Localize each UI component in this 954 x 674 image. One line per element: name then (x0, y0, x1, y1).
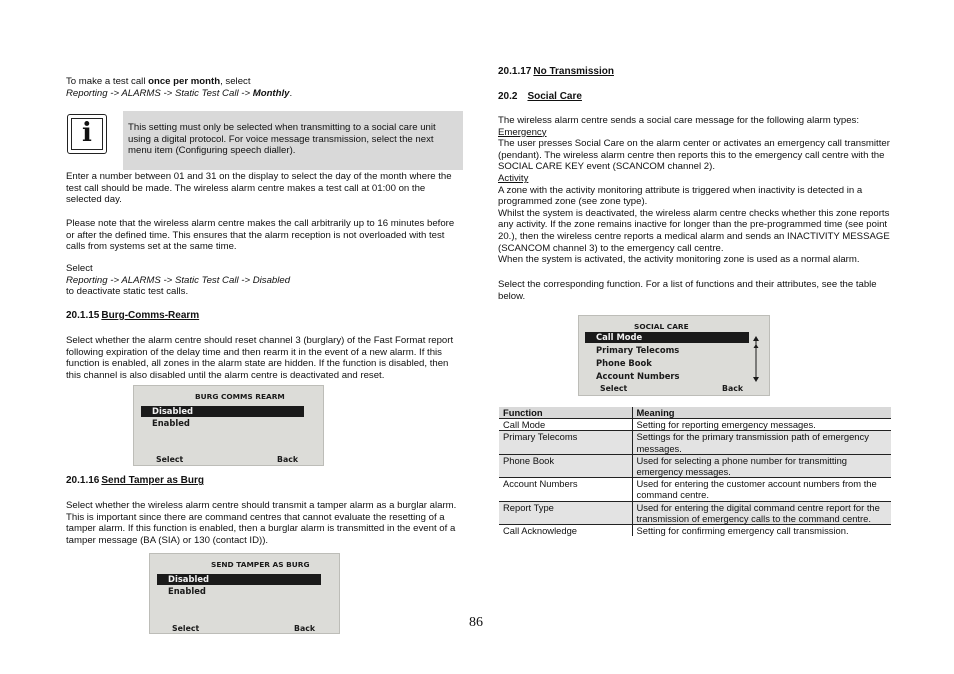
table-cell-function: Phone Book (499, 454, 632, 477)
day-of-month-paragraph: Enter a number between 01 and 31 on the display to select the day of the month where the test call should be made. The wireless alarm centre makes a test call at 01:00 on the selected day. (66, 171, 452, 206)
table-cell-meaning: Used for selecting a phone number for transmitting emergency messages. (632, 454, 891, 477)
emergency-label: Emergency (498, 126, 547, 138)
info-note-text: This setting must only be selected when transmitting to a social care unit using a digital protocol. For voice message transmission, select the next menu item (Configuring speech dialler). (128, 122, 436, 157)
table-cell-meaning: Used for entering the customer account numbers from the command centre. (632, 478, 891, 501)
table-cell-meaning: Settings for the primary transmission path of emergency messages. (632, 431, 891, 454)
table-row (499, 501, 891, 524)
softkey-back[interactable]: Back (294, 624, 316, 633)
activity-text-3: When the system is activated, the activity monitoring zone is used as a normal alarm. (498, 254, 860, 266)
section-heading-no-transmission: 20.1.17 No Transmission (498, 66, 614, 77)
arbitrary-time-paragraph: Please note that the wireless alarm centre makes the call arbitrarily up to 16 minutes before or after the defined time. This ensures that the alarm reception is not overloaded with test calls from systems set at the same time. (66, 218, 455, 253)
select-function-text: Select the corresponding function. For a list of functions and their attributes, see the table below. (498, 279, 877, 302)
info-icon: i (67, 114, 107, 154)
section-heading-social-care: 20.2 Social Care (498, 91, 582, 102)
deactivate-instructions: Select Reporting -> ALARMS -> Static Test Call -> Disabled to deactivate static test calls. (66, 263, 291, 298)
screen-option-call-mode[interactable]: Call Mode (585, 332, 749, 343)
burg-comms-rearm-text: Select whether the alarm centre should reset channel 3 (burglary) of the Fast Format report following expiration of the delay time and then rearm it in the event of a new alarm. If this function is enabled, all zones in the alarm state are hidden. If the function is disabled, then this channel is also disabled until the alarm centre is deactivated and reset. (66, 335, 454, 381)
screen-option-phone-book[interactable]: Phone Book (596, 358, 652, 368)
table-cell-meaning: Used for entering the digital command centre report for the transmission of emergency calls to the command centre. (632, 501, 891, 524)
activity-text-2: Whilst the system is deactivated, the wireless alarm centre checks whether this zone reports any activity. If the zone remains inactive for longer than the pre-programmed time (see point 20.), then the wireless centre reports a medical alarm and sends an INACTIVITY MESSAGE (SCANCOM channel 3) to the emergency call centre. (498, 207, 890, 254)
softkey-select[interactable]: Select (172, 624, 200, 633)
screen-option-enabled[interactable]: Enabled (168, 586, 206, 596)
softkey-back[interactable]: Back (722, 384, 744, 393)
table-row (499, 431, 891, 454)
test-call-intro: To make a test call once per month, select Reporting -> ALARMS -> Static Test Call -> Monthly. (66, 76, 293, 99)
table-cell-meaning: Setting for reporting emergency messages. (632, 419, 891, 431)
emergency-text: The user presses Social Care on the alarm center or activates an emergency call transmitter (pendant). The wireless alarm centre then reports this to the emergency call centre with the SOCIAL CARE KEY event (SCANCOM channel 2). (498, 138, 890, 173)
page-number: 86 (469, 615, 483, 630)
table-cell-function: Account Numbers (499, 478, 632, 501)
softkey-select[interactable]: Select (156, 455, 184, 464)
send-tamper-screen (149, 553, 340, 634)
activity-label: Activity (498, 172, 529, 184)
function-table (499, 407, 891, 536)
screen-title: SOCIAL CARE (634, 322, 689, 331)
softkey-select[interactable]: Select (600, 384, 628, 393)
table-row (499, 419, 891, 431)
screen-title: BURG COMMS REARM (195, 392, 285, 401)
table-cell-function: Call Acknowledge (503, 525, 578, 537)
softkey-back[interactable]: Back (277, 455, 299, 464)
screen-title: SEND TAMPER AS BURG (211, 560, 310, 569)
table-header-row (499, 407, 891, 419)
send-tamper-text: Select whether the wireless alarm centre should transmit a tamper alarm as a burglar alarm. This is important since there are command centres that cannot evaluate the resetting of a tamper alarm. If this function is enabled, then a burglar alarm is transmitted in the event of a tamper message (BA (SIA) or 130 (contact ID)). (66, 500, 457, 546)
table-cell-function: Primary Telecoms (499, 431, 632, 454)
table-cell-function: Report Type (499, 501, 632, 524)
table-cell-function: Call Mode (499, 419, 632, 431)
scrollbar-arrows-icon[interactable] (753, 336, 759, 382)
table-row (499, 525, 891, 537)
section-heading-send-tamper: 20.1.16 Send Tamper as Burg (66, 475, 204, 486)
table-cell-meaning: Setting for confirming emergency call transmission. (632, 525, 891, 537)
social-care-body (498, 115, 890, 266)
social-care-intro: The wireless alarm centre sends a social care message for the following alarm types: (498, 115, 859, 126)
burg-comms-rearm-screen (133, 385, 324, 466)
table-header-meaning: Meaning (632, 407, 891, 419)
screen-option-primary-telecoms[interactable]: Primary Telecoms (596, 345, 680, 355)
screen-option-account-numbers[interactable]: Account Numbers (596, 371, 680, 381)
activity-text-1: A zone with the activity monitoring attribute is triggered when inactivity is detected in a programmed zone (see zone type). (498, 184, 863, 208)
section-heading-burg-comms-rearm: 20.1.15 Burg-Comms-Rearm (66, 310, 200, 321)
screen-option-enabled[interactable]: Enabled (152, 418, 190, 428)
table-header-function: Function (499, 407, 632, 419)
screen-option-disabled[interactable]: Disabled (157, 574, 321, 585)
screen-option-disabled[interactable]: Disabled (141, 406, 304, 417)
social-care-screen (578, 315, 770, 396)
table-row (499, 478, 891, 501)
table-row (499, 454, 891, 477)
